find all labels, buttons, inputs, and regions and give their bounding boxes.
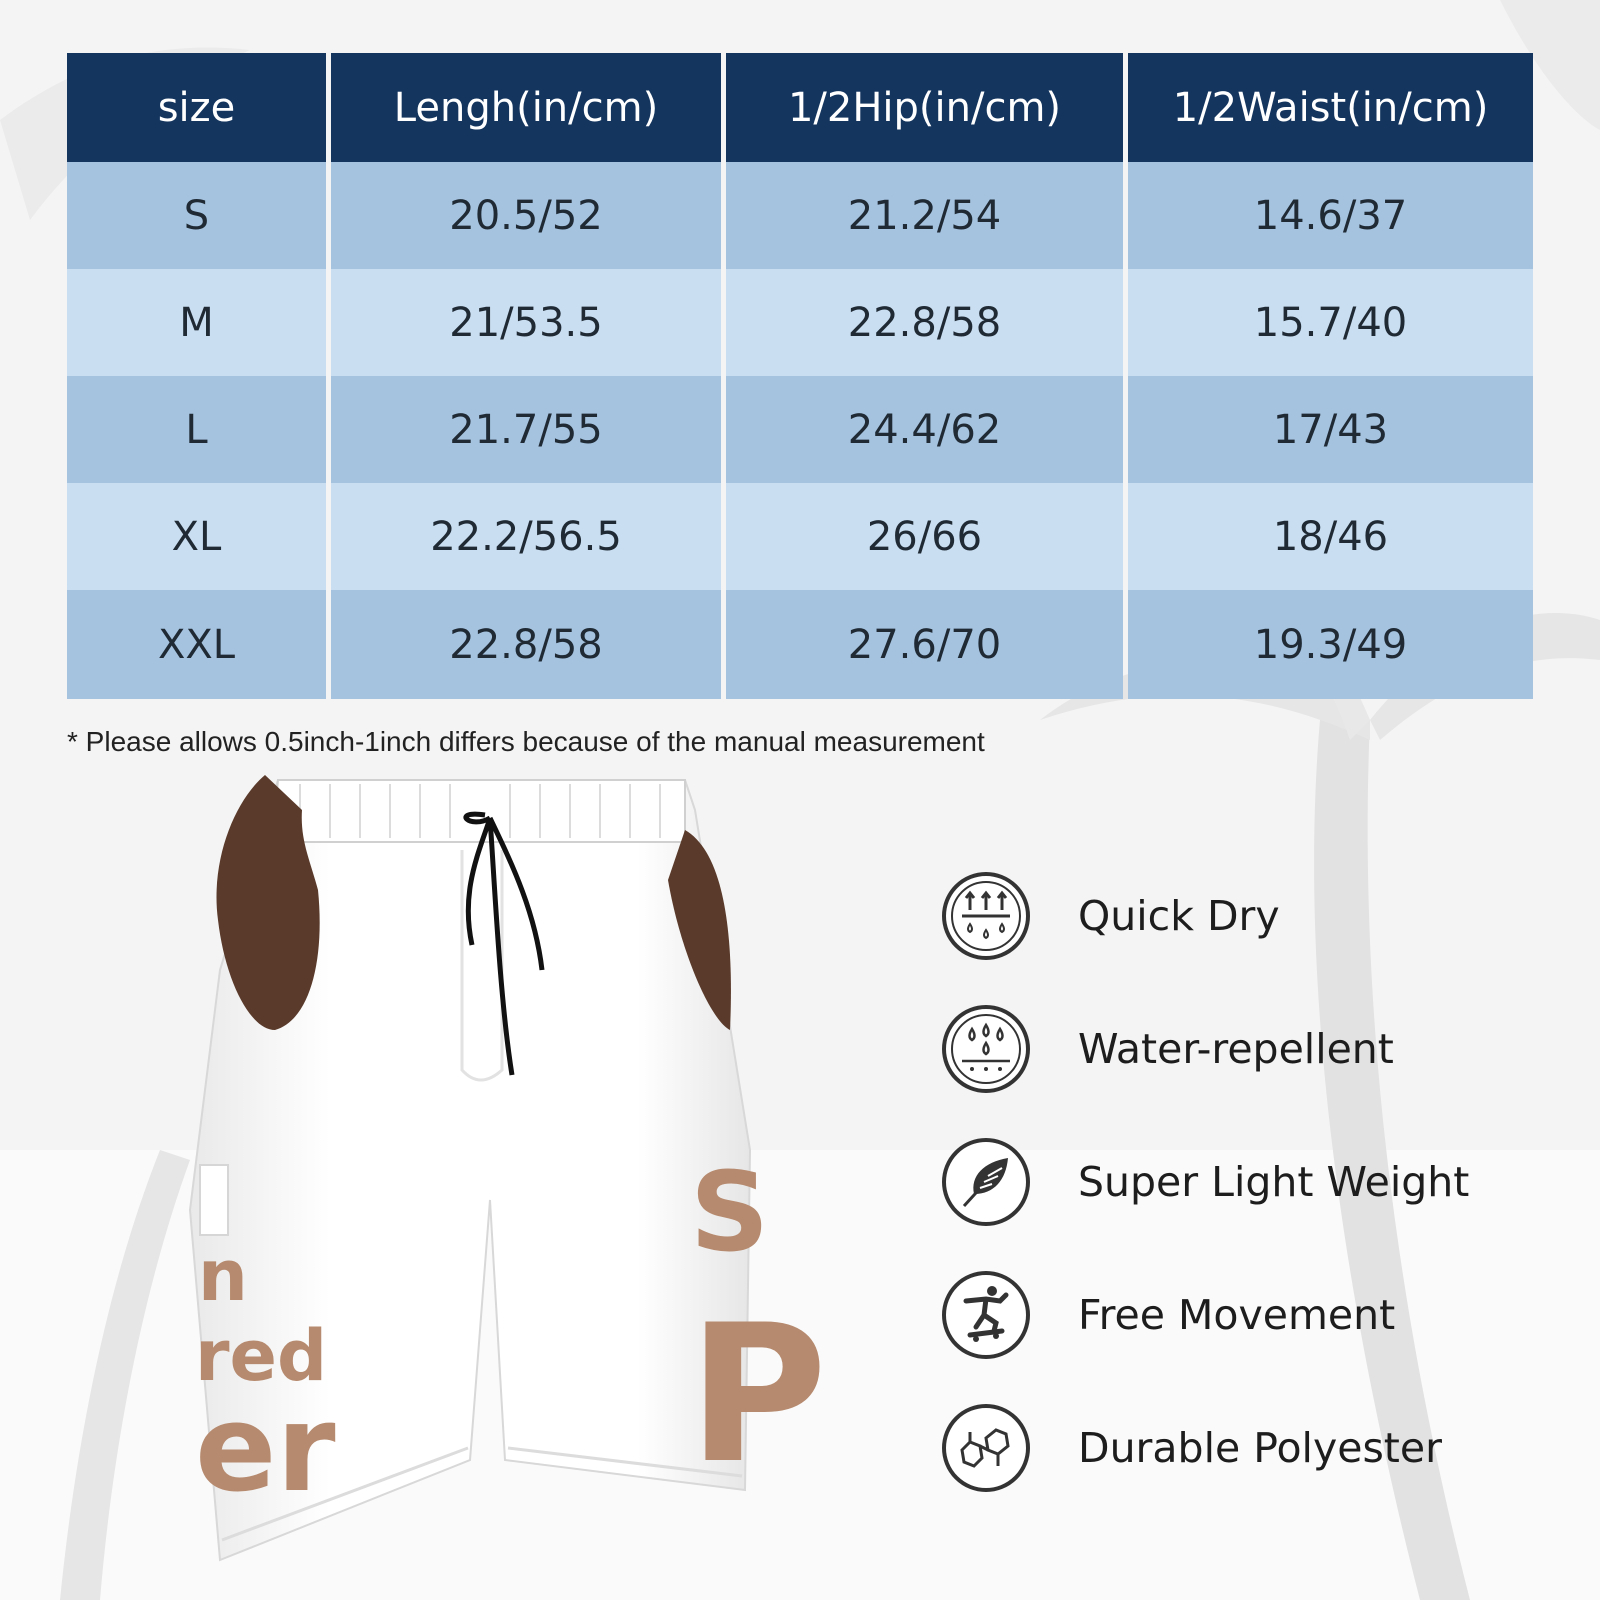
length-cell: 21.7/55 [331, 376, 721, 483]
feature-water-repellent [940, 1003, 1560, 1103]
svg-text:n: n [198, 1235, 248, 1317]
header-size: size [67, 53, 326, 162]
waist-cell: 18/46 [1128, 483, 1533, 590]
table-header-row [67, 53, 1533, 162]
table-row [67, 590, 1533, 699]
length-cell: 22.2/56.5 [331, 483, 721, 590]
feature-free-movement [940, 1269, 1560, 1369]
length-cell: 20.5/52 [331, 162, 721, 269]
table-row [67, 376, 1533, 483]
quick-dry-icon [940, 870, 1032, 962]
svg-text:red: red [195, 1315, 328, 1397]
header-length: Lengh(in/cm) [331, 53, 721, 162]
feature-label: Water-repellent [1078, 1025, 1394, 1073]
feature-light-weight [940, 1136, 1560, 1236]
size-cell: S [67, 162, 326, 269]
feather-icon [940, 1136, 1032, 1228]
size-cell: L [67, 376, 326, 483]
svg-text:P: P [688, 1284, 828, 1505]
hip-cell: 27.6/70 [726, 590, 1123, 699]
svg-text:er: er [195, 1380, 336, 1519]
feature-list [940, 870, 1560, 1510]
hip-cell: 21.2/54 [726, 162, 1123, 269]
board-shorts-image [190, 770, 828, 1590]
molecule-icon [940, 1402, 1032, 1494]
table-row [67, 162, 1533, 269]
waist-cell: 19.3/49 [1128, 590, 1533, 699]
header-half-waist: 1/2Waist(in/cm) [1128, 53, 1533, 162]
waist-cell: 17/43 [1128, 376, 1533, 483]
svg-text:S: S [690, 1148, 770, 1276]
feature-label: Quick Dry [1078, 892, 1280, 940]
hip-cell: 22.8/58 [726, 269, 1123, 376]
size-chart-table [67, 53, 1533, 709]
measurement-note: * Please allows 0.5inch-1inch differs because of the manual measurement [67, 726, 985, 757]
size-cell: XL [67, 483, 326, 590]
water-repellent-icon [940, 1003, 1032, 1095]
header-half-hip: 1/2Hip(in/cm) [726, 53, 1123, 162]
feature-label: Super Light Weight [1078, 1158, 1470, 1206]
feature-label: Free Movement [1078, 1291, 1396, 1339]
hip-cell: 24.4/62 [726, 376, 1123, 483]
table-row [67, 269, 1533, 376]
skateboarder-icon [940, 1269, 1032, 1361]
size-cell: XXL [67, 590, 326, 699]
feature-durable-polyester [940, 1402, 1560, 1502]
length-cell: 22.8/58 [331, 590, 721, 699]
feature-quick-dry [940, 870, 1560, 970]
feature-label: Durable Polyester [1078, 1424, 1442, 1472]
table-row [67, 483, 1533, 590]
waist-cell: 15.7/40 [1128, 269, 1533, 376]
length-cell: 21/53.5 [331, 269, 721, 376]
hip-cell: 26/66 [726, 483, 1123, 590]
size-cell: M [67, 269, 326, 376]
waist-cell: 14.6/37 [1128, 162, 1533, 269]
